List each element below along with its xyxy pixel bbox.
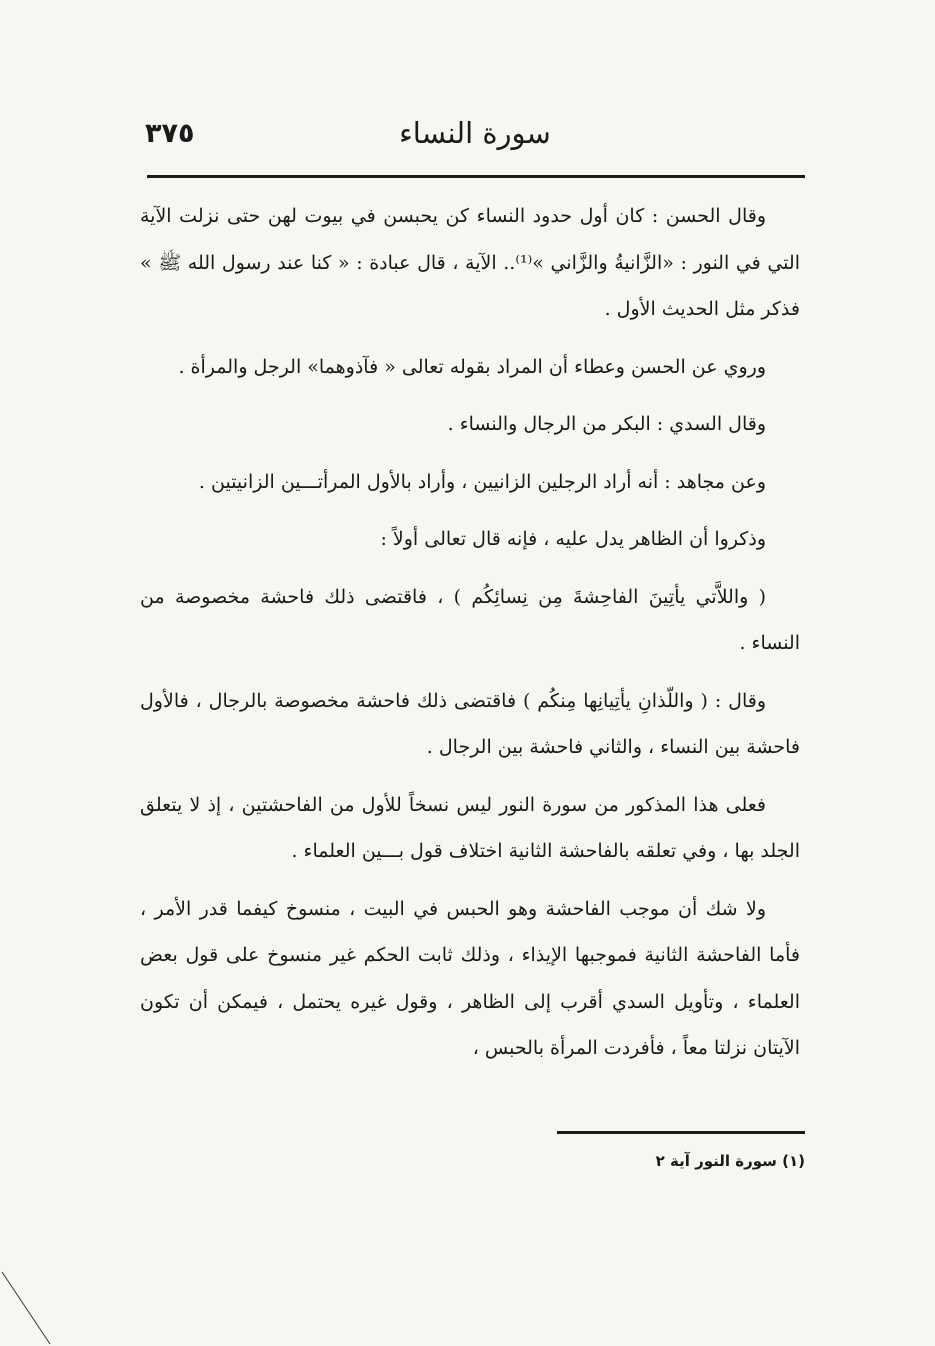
- footnote-divider: [557, 1131, 805, 1134]
- footnote: (١) سورة النور آية ٢: [655, 1152, 805, 1170]
- header-divider: [147, 175, 805, 178]
- paragraph-9: ولا شك أن موجب الفاحشة وهو الحبس في البيت ، منسوخ كيفما قدر الأمر ، فأما الفاحشة الثانية فموجبها الإيذاء ، وذلك ثابت الحكم غير منسوخ على قول بعض العلماء ، وتأويل السدي أقرب إلى الظاهر ، وقول غيره يحتمل ، فيمكن أن تكون الآيتان نزلتا معاً ، فأفردت المرأة بالحبس ،: [140, 897, 800, 1059]
- paragraph-8: فعلى هذا المذكور من سورة النور ليس نسخاً للأول من الفاحشتين ، إذ لا يتعلق الجلد بها ، وفي تعلقه بالفاحشة الثانية اختلاف قول بـــين العلماء .: [140, 793, 800, 862]
- paragraph-6: ( واللاَّتي يأتِينَ الفاحِشةَ مِن نِسائِكُم ) ، فاقتضى ذلك فاحشة مخصوصة من النساء .: [140, 585, 800, 654]
- paragraph-1: وقال الحسن : كان أول حدود النساء كن يحبسن في بيوت لهن حتى نزلت الآية التي في النور : «الزَّانيةُ والزَّاني »⁽¹⁾.. الآية ، قال عبادة : « كنا عند رسول الله ﷺ » فذكر مثل الحديث الأول .: [140, 205, 800, 320]
- main-text: [140, 193, 800, 1083]
- surah-title: سورة النساء: [399, 116, 551, 150]
- scan-margin-line: [0, 1270, 60, 1346]
- page-header: [145, 110, 805, 160]
- paragraph-3: وقال السدي : البكر من الرجال والنساء .: [447, 413, 766, 435]
- paragraph-2: وروي عن الحسن وعطاء أن المراد بقوله تعالى « فآذوهما» الرجل والمرأة .: [178, 355, 766, 378]
- paragraph-7: وقال : ( واللّذانِ يأتِيانِها مِنكُم ) فاقتضى ذلك فاحشة مخصوصة بالرجال ، فالأول فاحشة بين النساء ، والثاني فاحشة بين الرجال .: [140, 689, 800, 758]
- page-number: ٣٧٥: [145, 118, 195, 149]
- paragraph-4: وعن مجاهد : أنه أراد الرجلين الزانيين ، وأراد بالأول المرأتـــين الزانيتين .: [198, 470, 766, 493]
- paragraph-5: وذكروا أن الظاهر يدل عليه ، فإنه قال تعالى أولاً :: [380, 528, 766, 550]
